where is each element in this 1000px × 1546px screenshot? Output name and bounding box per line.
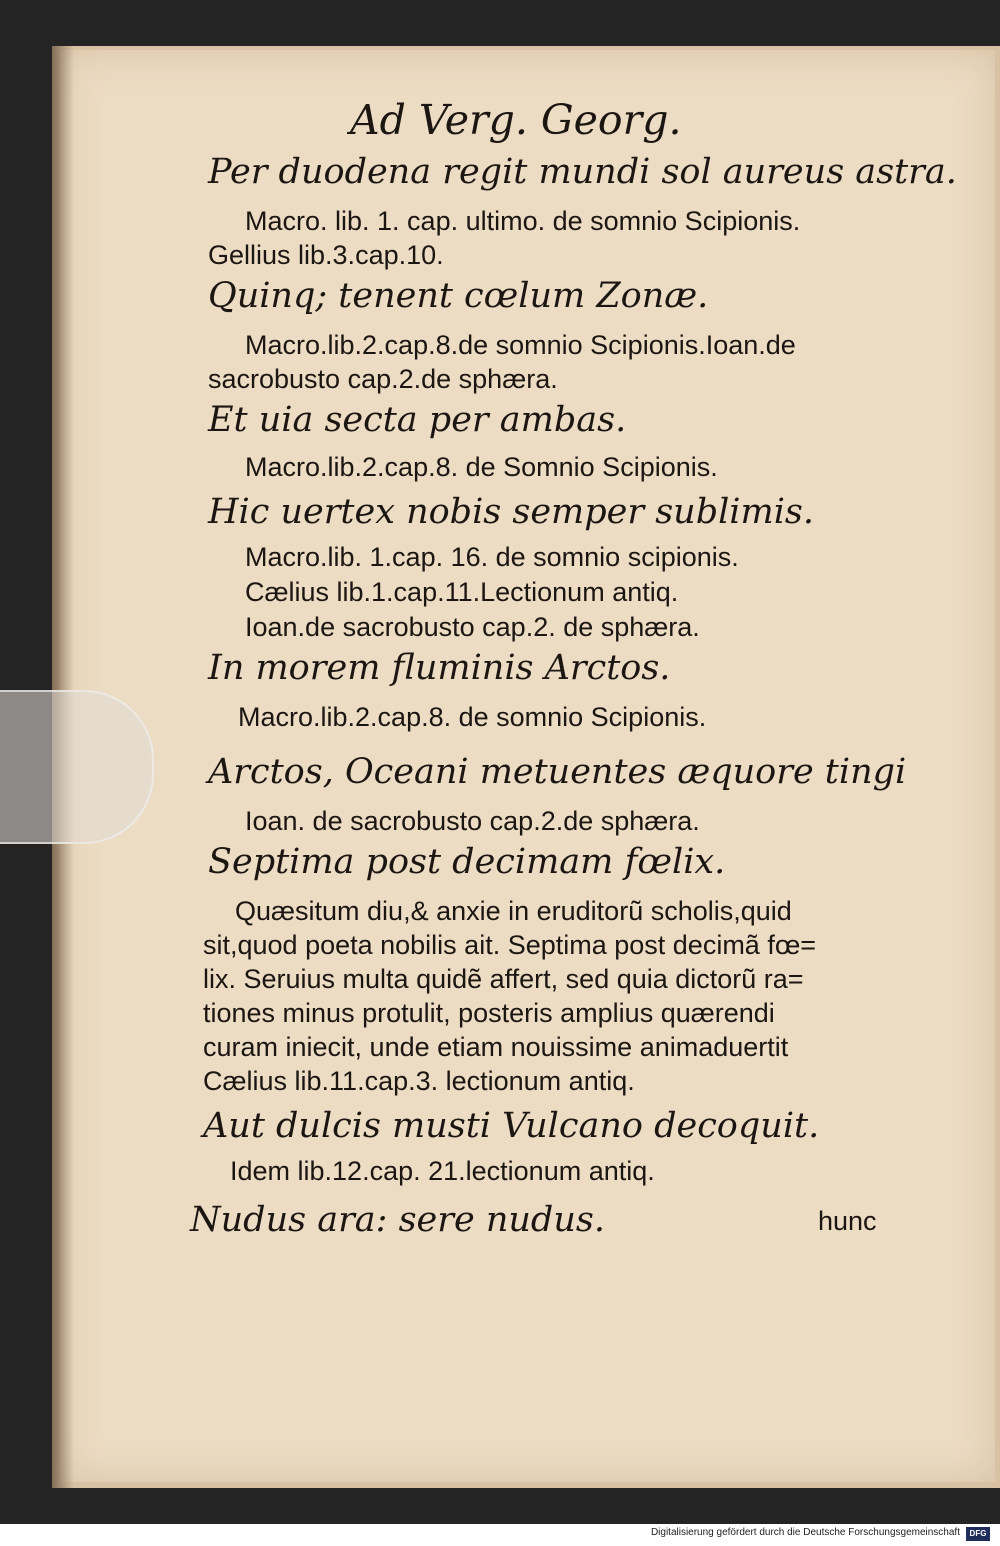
- verse-line: Hic uertex nobis semper sublimis.: [208, 492, 814, 532]
- note-line: Macro.lib. 1.cap. 16. de somnio scipionis.: [245, 542, 739, 572]
- note-line: Macro.lib.2.cap.8. de Somnio Scipionis.: [245, 452, 718, 482]
- note-line: Macro.lib.2.cap.8.de somnio Scipionis.Ioan.de: [245, 330, 796, 360]
- note-line: tiones minus protulit, posteris amplius quærendi: [203, 998, 775, 1028]
- verse-line: Aut dulcis musti Vulcano decoquit.: [203, 1106, 820, 1146]
- note-line: Ioan.de sacrobusto cap.2. de sphæra.: [245, 612, 700, 642]
- verse-line: In morem fluminis Arctos.: [208, 648, 671, 688]
- note-line: curam iniecit, unde etiam nouissime animaduertit: [203, 1032, 789, 1062]
- verse-line: Quinq; tenent cœlum Zonæ.: [208, 276, 709, 316]
- verse-line: Et uia secta per ambas.: [208, 400, 627, 440]
- note-line: Macro. lib. 1. cap. ultimo. de somnio Scipionis.: [245, 206, 801, 236]
- verse-line: Per duodena regit mundi sol aureus astra.: [208, 152, 957, 192]
- note-line: Quæsitum diu,& anxie in eruditorũ scholis,quid: [235, 896, 792, 926]
- note-line: sacrobusto cap.2.de sphæra.: [208, 364, 558, 394]
- note-line: Macro.lib.2.cap.8. de somnio Scipionis.: [238, 702, 707, 732]
- note-line: Cælius lib.11.cap.3. lectionum antiq.: [203, 1066, 635, 1096]
- note-line: Cælius lib.1.cap.11.Lectionum antiq.: [245, 577, 679, 607]
- footer-credit: Digitalisierung gefördert durch die Deutsche Forschungsgemeinschaft: [650, 1527, 960, 1538]
- dfg-logo: DFG: [966, 1527, 990, 1541]
- note-line: Idem lib.12.cap. 21.lectionum antiq.: [230, 1156, 655, 1186]
- note-line: lix. Seruius multa quidẽ affert, sed quia dictorũ ra=: [203, 964, 804, 994]
- verse-line: Septima post decimam fœlix.: [208, 842, 726, 882]
- running-head: Ad Verg. Georg.: [350, 96, 682, 144]
- note-line: Gellius lib.3.cap.10.: [208, 240, 444, 270]
- verse-line: Arctos, Oceani metuentes æquore tingi: [208, 752, 907, 792]
- note-line: sit,quod poeta nobilis ait. Septima post decimã fœ=: [203, 930, 817, 960]
- catchword: hunc: [818, 1206, 877, 1236]
- verse-line: Nudus ara: sere nudus.: [190, 1200, 605, 1240]
- note-line: Ioan. de sacrobusto cap.2.de sphæra.: [245, 806, 700, 836]
